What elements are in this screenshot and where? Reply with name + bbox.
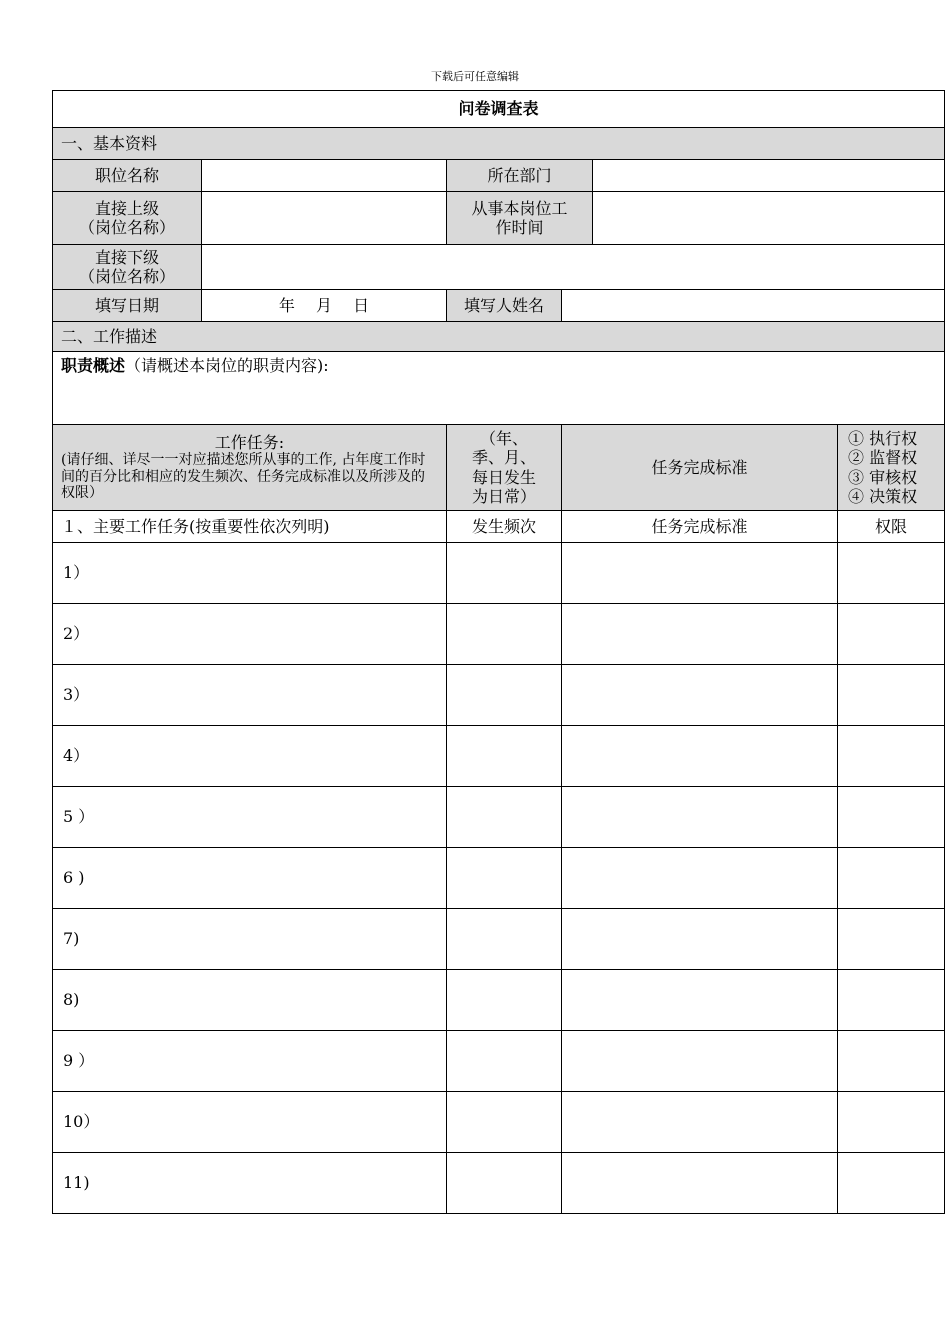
label-filler-name: 填写人姓名: [447, 290, 562, 322]
header-work-tasks-title: 工作任务:: [214, 432, 285, 452]
frequency-cell[interactable]: [447, 970, 562, 1031]
label-direct-subordinate-line1: 直接下级: [94, 247, 159, 267]
task-number: 6 ): [63, 868, 85, 888]
frequency-cell[interactable]: [447, 1153, 562, 1214]
task-cell[interactable]: [53, 1153, 447, 1214]
task-cell[interactable]: [53, 665, 447, 726]
standard-cell[interactable]: [562, 543, 838, 604]
task-cell[interactable]: [53, 604, 447, 665]
table-row: [53, 665, 945, 726]
label-tenure-line1: 从事本岗位工: [471, 198, 568, 218]
header-frequency-note: [447, 425, 562, 511]
label-tenure-line2: 作时间: [495, 218, 544, 237]
task-cell[interactable]: [53, 970, 447, 1031]
rights-cell[interactable]: [838, 726, 945, 787]
frequency-cell[interactable]: [447, 1092, 562, 1153]
frequency-cell[interactable]: [447, 848, 562, 909]
table-row: [53, 1153, 945, 1214]
task-cell[interactable]: [53, 1031, 447, 1092]
field-position-name[interactable]: [202, 160, 447, 192]
task-cell[interactable]: [53, 909, 447, 970]
rights-decide: ④ 决策权: [848, 486, 918, 506]
rights-review: ③ 审核权: [848, 467, 918, 487]
standard-cell[interactable]: [562, 848, 838, 909]
questionnaire-table: [52, 90, 945, 1214]
rights-cell[interactable]: [838, 1153, 945, 1214]
frequency-cell[interactable]: [447, 604, 562, 665]
field-department[interactable]: [593, 160, 945, 192]
table-row: [53, 1031, 945, 1092]
task-number: 4）: [63, 746, 90, 766]
label-direct-superior: [53, 192, 202, 245]
header-work-tasks-desc: (请仔细、详尽一一对应描述您所从事的工作, 占年度工作时间的百分比和相应的发生频次、任务完成标准以及所涉及的权限）: [61, 451, 426, 502]
rights-cell[interactable]: [838, 970, 945, 1031]
task-cell[interactable]: [53, 787, 447, 848]
column-main-tasks: １、主要工作任务(按重要性依次列明): [53, 511, 447, 543]
task-number: 10）: [63, 1112, 100, 1132]
rights-cell[interactable]: [838, 1092, 945, 1153]
frequency-cell[interactable]: [447, 787, 562, 848]
header-task-standard: 任务完成标准: [562, 425, 838, 511]
label-direct-subordinate-line2: （岗位名称）: [78, 267, 175, 286]
task-number: 2）: [63, 624, 90, 644]
freq-note-line2: 季、月、: [471, 448, 536, 468]
label-direct-superior-line1: 直接上级: [94, 198, 159, 218]
header-rights-legend: [838, 425, 945, 511]
table-row: [53, 604, 945, 665]
task-number: 5 ）: [63, 807, 95, 827]
frequency-cell[interactable]: [447, 726, 562, 787]
duty-summary-label: 职责概述: [61, 356, 126, 375]
task-number: 3）: [63, 685, 90, 705]
table-row: [53, 543, 945, 604]
rights-execute: ① 执行权: [848, 429, 918, 449]
task-number: 8): [63, 990, 80, 1010]
label-fill-date: 填写日期: [53, 290, 202, 322]
table-row: [53, 848, 945, 909]
table-row: [53, 726, 945, 787]
rights-cell[interactable]: [838, 1031, 945, 1092]
field-tenure[interactable]: [593, 192, 945, 245]
frequency-cell[interactable]: [447, 1031, 562, 1092]
label-tenure: [447, 192, 593, 245]
standard-cell[interactable]: [562, 970, 838, 1031]
table-row: [53, 1092, 945, 1153]
section-basic-info: 一、基本资料: [53, 128, 945, 160]
header-note: 下载后可任意编辑: [431, 70, 519, 83]
rights-cell[interactable]: [838, 543, 945, 604]
task-cell[interactable]: [53, 848, 447, 909]
form-title: 问卷调查表: [53, 91, 945, 128]
standard-cell[interactable]: [562, 1153, 838, 1214]
freq-note-line1: （年、: [479, 429, 528, 449]
label-direct-superior-line2: （岗位名称）: [78, 218, 175, 237]
header-work-tasks: [53, 425, 447, 511]
freq-note-line3: 每日发生: [471, 467, 536, 487]
task-rows: [53, 543, 945, 1214]
freq-note-line4: 为日常）: [471, 486, 536, 506]
label-department: 所在部门: [447, 160, 593, 192]
label-position-name: 职位名称: [53, 160, 202, 192]
frequency-cell[interactable]: [447, 543, 562, 604]
standard-cell[interactable]: [562, 665, 838, 726]
rights-cell[interactable]: [838, 665, 945, 726]
rights-cell[interactable]: [838, 848, 945, 909]
field-direct-superior[interactable]: [202, 192, 447, 245]
table-row: [53, 909, 945, 970]
task-number: 7): [63, 929, 80, 949]
rights-supervise: ② 监督权: [848, 448, 918, 468]
table-row: [53, 787, 945, 848]
table-row: [53, 970, 945, 1031]
standard-cell[interactable]: [562, 787, 838, 848]
field-filler-name[interactable]: [562, 290, 945, 322]
standard-cell[interactable]: [562, 909, 838, 970]
column-frequency: 发生频次: [447, 511, 562, 543]
field-direct-subordinate[interactable]: [202, 245, 945, 290]
standard-cell[interactable]: [562, 1031, 838, 1092]
task-number: 11): [63, 1173, 90, 1193]
rights-cell[interactable]: [838, 787, 945, 848]
task-number: 9 ）: [63, 1051, 95, 1071]
field-fill-date[interactable]: 年 月 日: [202, 290, 447, 322]
task-cell[interactable]: [53, 726, 447, 787]
section-work-description: 二、工作描述: [53, 322, 945, 352]
standard-cell[interactable]: [562, 726, 838, 787]
task-cell[interactable]: [53, 543, 447, 604]
rights-cell[interactable]: [838, 909, 945, 970]
task-number: 1）: [63, 563, 90, 583]
column-rights: 权限: [838, 511, 945, 543]
standard-cell[interactable]: [562, 604, 838, 665]
rights-cell[interactable]: [838, 604, 945, 665]
frequency-cell[interactable]: [447, 909, 562, 970]
field-duty-summary[interactable]: [53, 352, 945, 425]
duty-summary-hint: （请概述本岗位的职责内容):: [125, 356, 329, 375]
label-direct-subordinate: [53, 245, 202, 290]
frequency-cell[interactable]: [447, 665, 562, 726]
task-cell[interactable]: [53, 1092, 447, 1153]
standard-cell[interactable]: [562, 1092, 838, 1153]
column-standard: 任务完成标准: [562, 511, 838, 543]
